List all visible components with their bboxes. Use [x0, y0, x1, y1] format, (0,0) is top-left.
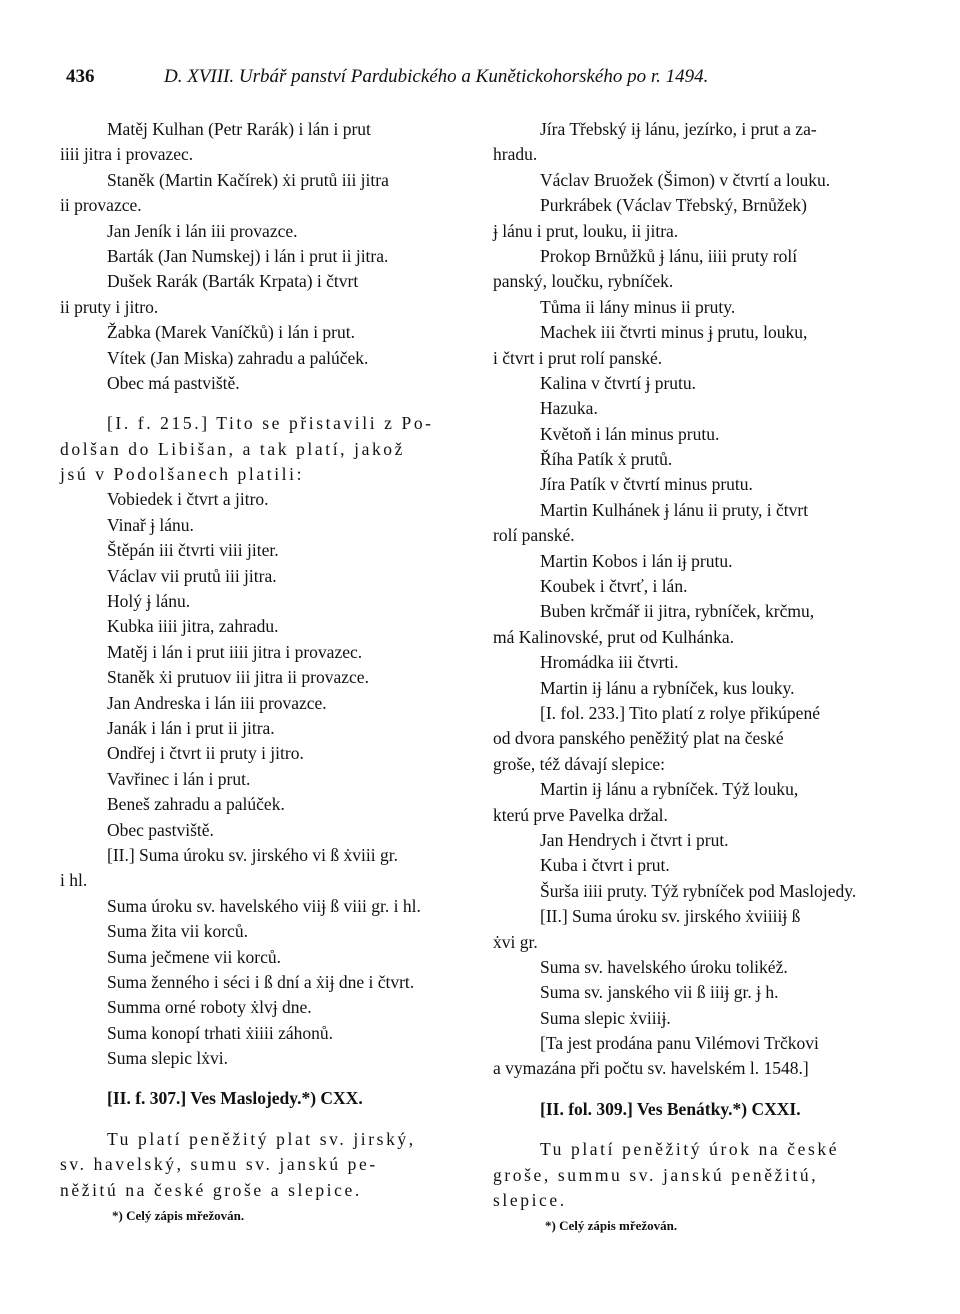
- text-line: groše, též dávají slepice:: [493, 753, 666, 774]
- left-column: [60, 117, 472, 1228]
- text-line: Martin iɉ lánu a rybníček, kus louky.: [540, 677, 795, 698]
- running-title: D. XVIII. Urbář panství Pardubického a Kunětickohorského po r. 1494.: [164, 66, 709, 87]
- text-line: Martin Kulhánek ɉ lánu ii pruty, i čtvrt: [540, 499, 809, 520]
- section-heading: [II. fol. 309.] Ves Benátky.*) CXXI.: [540, 1098, 801, 1119]
- text-line: Václav Bruožek (Šimon) v čtvrtí a louku.: [540, 169, 831, 190]
- text-line: Suma slepic lẋvi.: [107, 1048, 229, 1069]
- text-line: Matěj Kulhan (Petr Rarák) i lán i prut: [107, 119, 371, 139]
- text-line: Machek iii čtvrti minus ɉ prutu, louku,: [540, 322, 808, 343]
- text-line: Suma konopí trhati ẋiiii záhonů.: [107, 1022, 334, 1043]
- text-line: dolšan do Libišan, a tak platí, jakož: [60, 438, 406, 459]
- page-header: [60, 66, 900, 96]
- text-line: Květoň i lán minus prutu.: [540, 423, 720, 444]
- text-line: [II.] Suma úroku sv. jirského vi ß ẋviii gr.: [107, 844, 398, 865]
- text-line: Žabka (Marek Vaníčků) i lán i prut.: [107, 322, 355, 343]
- page-number: 436: [66, 66, 95, 87]
- text-line: Suma ženného i séci i ß dní a ẋiɉ dne i čtvrt.: [107, 971, 415, 992]
- text-line: i čtvrt i prut rolí panské.: [493, 347, 663, 368]
- text-line: jsú v Podolšanech platili:: [60, 464, 305, 485]
- footnote: *) Celý zápis mřežován.: [112, 1208, 245, 1224]
- text-line: Obec pastviště.: [107, 819, 214, 840]
- text-line: [Ta jest prodána panu Vilémovi Trčkovi: [540, 1033, 819, 1054]
- text-line: Hazuka.: [540, 398, 598, 419]
- text-line: a vymazána při počtu sv. havelském l. 1548.]: [493, 1058, 809, 1079]
- text-line: Summa orné roboty ẋlvɉ dne.: [107, 997, 312, 1018]
- text-line: Martin iɉ lánu a rybníček. Týž louku,: [540, 779, 799, 800]
- text-line: Suma úroku sv. havelského viiɉ ß viii gr. i hl.: [107, 895, 421, 916]
- text-line: Jan Jeník i lán iii provazce.: [107, 220, 298, 241]
- text-line: Tu platí peněžitý úrok na české: [540, 1139, 840, 1160]
- text-line: Matěj i lán i prut iiii jitra i provazec.: [107, 641, 363, 662]
- text-line: Tůma ii lány minus ii pruty.: [540, 296, 736, 317]
- text-line: Obec má pastviště.: [107, 372, 240, 393]
- text-line: Jíra Třebský iɉ lánu, jezírko, i prut a za-: [540, 119, 817, 139]
- text-line: Beneš zahradu a palúček.: [107, 794, 285, 815]
- text-line: Purkrábek (Václav Třebský, Brnůžek): [540, 195, 807, 216]
- text-line: Buben krčmář ii jitra, rybníček, krčmu,: [540, 601, 815, 622]
- text-line: Staněk (Martin Kačírek) ẋi prutů iii jitra: [107, 169, 389, 190]
- text-line: Vinař ɉ lánu.: [107, 514, 194, 535]
- footnote: *) Celý zápis mřežován.: [545, 1218, 678, 1234]
- text-line: Martin Kobos i lán iɉ prutu.: [540, 550, 733, 571]
- text-line: Suma žita vii korců.: [107, 921, 248, 942]
- text-line: něžitú na české groše a slepice.: [60, 1179, 362, 1200]
- text-line: kterú prve Pavelka držal.: [493, 804, 668, 825]
- text-line: Staněk ẋi prutuov iii jitra ii provazce.: [107, 667, 369, 688]
- text-line: Suma sv. janského vii ß iiiɉ gr. ɉ h.: [540, 982, 779, 1003]
- text-line: i hl.: [60, 870, 88, 891]
- text-line: hradu.: [493, 144, 538, 165]
- text-line: Hromádka iii čtvrti.: [540, 652, 679, 673]
- text-line: Říha Patík ẋ prutů.: [540, 449, 673, 470]
- text-line: ii provazce.: [60, 195, 142, 216]
- text-line: panský, loučku, rybníček.: [493, 271, 674, 292]
- text-line: [I. fol. 233.] Tito platí z rolye přikúpené: [540, 702, 820, 723]
- text-line: Suma sv. havelského úroku tolikéž.: [540, 956, 788, 977]
- text-line: Vobiedek i čtvrt a jitro.: [107, 489, 269, 510]
- text-line: Dušek Rarák (Barták Krpata) i čtvrt: [107, 271, 359, 292]
- text-line: Barták (Jan Numskej) i lán i prut ii jitra.: [107, 245, 389, 266]
- text-line: Kuba i čtvrt i prut.: [540, 855, 670, 876]
- text-line: ii pruty i jitro.: [60, 296, 159, 317]
- text-line: [II.] Suma úroku sv. jirského ẋviiiiɉ ß: [540, 906, 801, 927]
- text-line: Prokop Brnůžků ɉ lánu, iiii pruty rolí: [540, 245, 798, 266]
- text-line: Vavřinec i lán i prut.: [107, 768, 251, 789]
- text-line: Suma ječmene vii korců.: [107, 946, 281, 967]
- text-line: Tu platí peněžitý plat sv. jirský,: [107, 1128, 416, 1149]
- text-line: Jan Andreska i lán iii provazce.: [107, 692, 327, 713]
- text-line: má Kalinovské, prut od Kulhánka.: [493, 626, 735, 647]
- text-line: Kubka iiii jitra, zahradu.: [107, 616, 279, 637]
- text-line: Šurša iiii pruty. Týž rybníček pod Maslojedy.: [540, 880, 857, 901]
- text-line: Janák i lán i prut ii jitra.: [107, 717, 275, 738]
- text-line: Václav vii prutů iii jitra.: [107, 565, 277, 586]
- text-line: od dvora panského peněžitý plat na české: [493, 728, 784, 749]
- text-line: Jíra Patík v čtvrtí minus prutu.: [540, 474, 753, 495]
- text-line: Jan Hendrych i čtvrt i prut.: [540, 829, 729, 850]
- text-line: groše, summu sv. janskú peněžitú,: [493, 1164, 819, 1185]
- text-line: Kalina v čtvrtí ɉ prutu.: [540, 372, 697, 393]
- text-line: slepice.: [493, 1190, 567, 1211]
- section-heading: [II. f. 307.] Ves Maslojedy.*) CXX.: [107, 1088, 363, 1109]
- text-line: ẋvi gr.: [493, 931, 538, 952]
- text-line: Štěpán iii čtvrti viii jiter.: [107, 540, 279, 561]
- text-line: ɉ lánu i prut, louku, ii jitra.: [493, 220, 679, 241]
- text-line: [I. f. 215.] Tito se přistavili z Po-: [107, 413, 434, 434]
- text-line: Ondřej i čtvrt ii pruty i jitro.: [107, 743, 304, 764]
- text-line: Suma slepic ẋviiiɉ.: [540, 1007, 671, 1028]
- text-line: iiii jitra i provazec.: [60, 144, 194, 165]
- text-line: Vítek (Jan Miska) zahradu a palúček.: [107, 347, 369, 368]
- right-column: [493, 117, 897, 1239]
- text-line: rolí panské.: [493, 525, 575, 546]
- text-line: Holý ɉ lánu.: [107, 591, 191, 612]
- text-line: sv. havelský, sumu sv. janskú pe-: [60, 1154, 378, 1175]
- text-line: Koubek i čtvrť, i lán.: [540, 576, 688, 597]
